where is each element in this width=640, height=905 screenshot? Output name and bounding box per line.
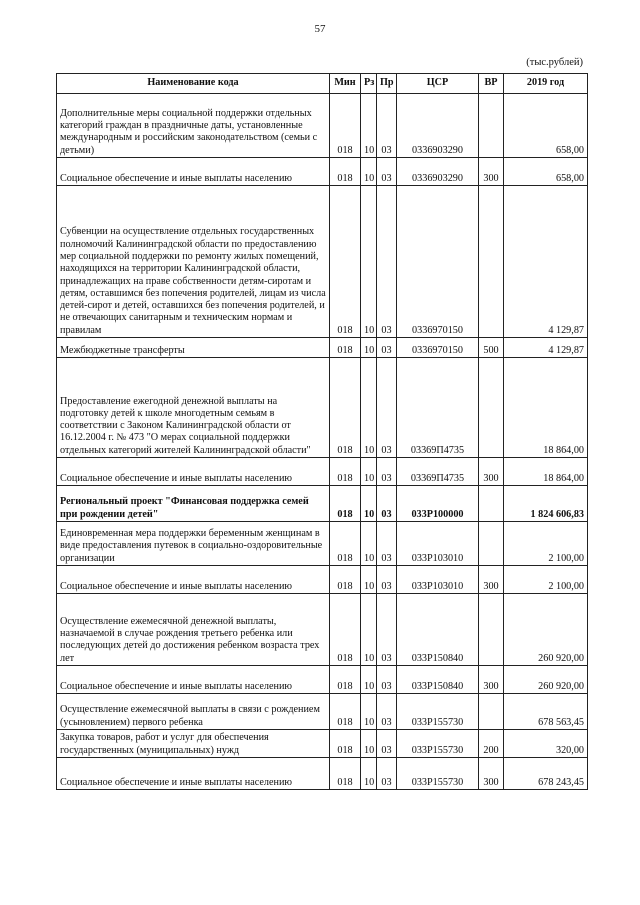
row-rz: 10 (361, 730, 377, 758)
row-csr: 03369П4735 (397, 458, 479, 486)
row-min: 018 (330, 358, 361, 458)
row-csr: 0336903290 (397, 94, 479, 158)
table-row (57, 522, 588, 566)
row-min: 018 (330, 594, 361, 666)
row-pr: 03 (377, 758, 397, 790)
header-name: Наименование кода (57, 74, 330, 94)
row-csr: 033P155730 (397, 730, 479, 758)
units-label: (тыс.рублей) (526, 57, 583, 68)
row-min: 018 (330, 758, 361, 790)
header-vr: ВР (479, 74, 504, 94)
header-row (57, 74, 588, 94)
table-row (57, 338, 588, 358)
row-csr: 033P150840 (397, 666, 479, 694)
row-amount: 658,00 (504, 94, 588, 158)
row-min: 018 (330, 458, 361, 486)
row-pr: 03 (377, 566, 397, 594)
row-rz: 10 (361, 338, 377, 358)
row-name: Социальное обеспечение и иные выплаты населению (57, 566, 330, 594)
row-min: 018 (330, 94, 361, 158)
row-amount: 18 864,00 (504, 458, 588, 486)
table-row (57, 94, 588, 158)
table-row (57, 730, 588, 758)
row-pr: 03 (377, 694, 397, 730)
row-rz: 10 (361, 458, 377, 486)
table-row (57, 566, 588, 594)
row-name: Субвенции на осуществление отдельных государственных полномочий Калининградской области по предоставлению мер социальной поддержки по ремонту жилых помещений, находящихся на территории Калининградской области, принадлежащих на праве собственности детям-сиротам и детям, оставшимся без попечения родителей, лицам из числа детей-сирот и детей, оставшихся без попечения родителей, и не отвечающих санитарным и техническим нормам и правилам (57, 186, 330, 338)
row-name: Единовременная мера поддержки беременным женщинам в виде предоставления путевок в социально-оздоровительные организации (57, 522, 330, 566)
row-vr (479, 486, 504, 522)
table-row (57, 694, 588, 730)
row-name: Социальное обеспечение и иные выплаты населению (57, 158, 330, 186)
row-csr: 03369П4735 (397, 358, 479, 458)
row-rz: 10 (361, 186, 377, 338)
row-amount: 320,00 (504, 730, 588, 758)
row-csr: 033P103010 (397, 522, 479, 566)
row-min: 018 (330, 486, 361, 522)
row-pr: 03 (377, 158, 397, 186)
row-name: Межбюджетные трансферты (57, 338, 330, 358)
row-amount: 678 243,45 (504, 758, 588, 790)
header-pr: Пр (377, 74, 397, 94)
row-amount: 2 100,00 (504, 522, 588, 566)
row-min: 018 (330, 566, 361, 594)
row-amount: 4 129,87 (504, 186, 588, 338)
row-csr: 0336970150 (397, 186, 479, 338)
row-rz: 10 (361, 486, 377, 522)
table-row (57, 158, 588, 186)
row-vr: 300 (479, 566, 504, 594)
row-amount: 1 824 606,83 (504, 486, 588, 522)
row-name: Осуществление ежемесячной денежной выплаты, назначаемой в случае рождения третьего ребенка или последующих детей до достижения ребенком возраста трех лет (57, 594, 330, 666)
row-amount: 4 129,87 (504, 338, 588, 358)
row-csr: 033P103010 (397, 566, 479, 594)
table-row (57, 358, 588, 458)
table-row (57, 458, 588, 486)
row-rz: 10 (361, 566, 377, 594)
row-csr: 033P155730 (397, 758, 479, 790)
row-rz: 10 (361, 158, 377, 186)
row-amount: 260 920,00 (504, 594, 588, 666)
row-name: Осуществление ежемесячной выплаты в связи с рождением (усыновлением) первого ребенка (57, 694, 330, 730)
page-number: 57 (314, 23, 326, 35)
row-min: 018 (330, 694, 361, 730)
row-amount: 658,00 (504, 158, 588, 186)
row-csr: 033P155730 (397, 694, 479, 730)
row-pr: 03 (377, 594, 397, 666)
row-pr: 03 (377, 486, 397, 522)
row-csr: 0336903290 (397, 158, 479, 186)
row-vr: 300 (479, 158, 504, 186)
row-min: 018 (330, 186, 361, 338)
table-row (57, 666, 588, 694)
row-vr (479, 94, 504, 158)
row-csr: 033P150840 (397, 594, 479, 666)
row-pr: 03 (377, 666, 397, 694)
row-amount: 18 864,00 (504, 358, 588, 458)
row-name: Социальное обеспечение и иные выплаты населению (57, 666, 330, 694)
row-min: 018 (330, 338, 361, 358)
row-pr: 03 (377, 730, 397, 758)
row-min: 018 (330, 666, 361, 694)
header-amount: 2019 год (504, 74, 588, 94)
row-rz: 10 (361, 758, 377, 790)
row-vr: 300 (479, 458, 504, 486)
row-name: Социальное обеспечение и иные выплаты населению (57, 758, 330, 790)
row-csr: 033P100000 (397, 486, 479, 522)
row-amount: 2 100,00 (504, 566, 588, 594)
row-vr (479, 358, 504, 458)
table-row (57, 186, 588, 338)
row-name: Закупка товаров, работ и услуг для обеспечения государственных (муниципальных) нужд (57, 730, 330, 758)
row-rz: 10 (361, 358, 377, 458)
row-min: 018 (330, 522, 361, 566)
row-amount: 678 563,45 (504, 694, 588, 730)
header-min: Мин (330, 74, 361, 94)
row-pr: 03 (377, 522, 397, 566)
row-pr: 03 (377, 458, 397, 486)
row-name: Региональный проект "Финансовая поддержка семей при рождении детей" (57, 486, 330, 522)
table-row (57, 594, 588, 666)
row-amount: 260 920,00 (504, 666, 588, 694)
table-row (57, 758, 588, 790)
row-min: 018 (330, 730, 361, 758)
header-rz: Рз (361, 74, 377, 94)
header-csr: ЦСР (397, 74, 479, 94)
row-rz: 10 (361, 694, 377, 730)
row-pr: 03 (377, 186, 397, 338)
row-name: Социальное обеспечение и иные выплаты населению (57, 458, 330, 486)
row-rz: 10 (361, 522, 377, 566)
budget-table (56, 73, 588, 790)
row-min: 018 (330, 158, 361, 186)
row-vr: 300 (479, 666, 504, 694)
row-rz: 10 (361, 94, 377, 158)
row-vr: 500 (479, 338, 504, 358)
row-name: Предоставление ежегодной денежной выплаты на подготовку детей к школе многодетным семьям в соответствии с Законом Калининградской области от 16.12.2004 г. № 473 "О мерах социальной поддержки отдельных категорий жителей Калининградской области" (57, 358, 330, 458)
row-csr: 0336970150 (397, 338, 479, 358)
row-pr: 03 (377, 94, 397, 158)
row-rz: 10 (361, 666, 377, 694)
row-vr (479, 522, 504, 566)
row-vr (479, 694, 504, 730)
row-pr: 03 (377, 338, 397, 358)
row-vr (479, 186, 504, 338)
row-vr: 300 (479, 758, 504, 790)
row-vr (479, 594, 504, 666)
row-rz: 10 (361, 594, 377, 666)
table-body (57, 94, 588, 790)
table-row (57, 486, 588, 522)
row-name: Дополнительные меры социальной поддержки отдельных категорий граждан в праздничные даты, установленные международным и российским законодательством (семьи с детьми) (57, 94, 330, 158)
row-vr: 200 (479, 730, 504, 758)
row-pr: 03 (377, 358, 397, 458)
